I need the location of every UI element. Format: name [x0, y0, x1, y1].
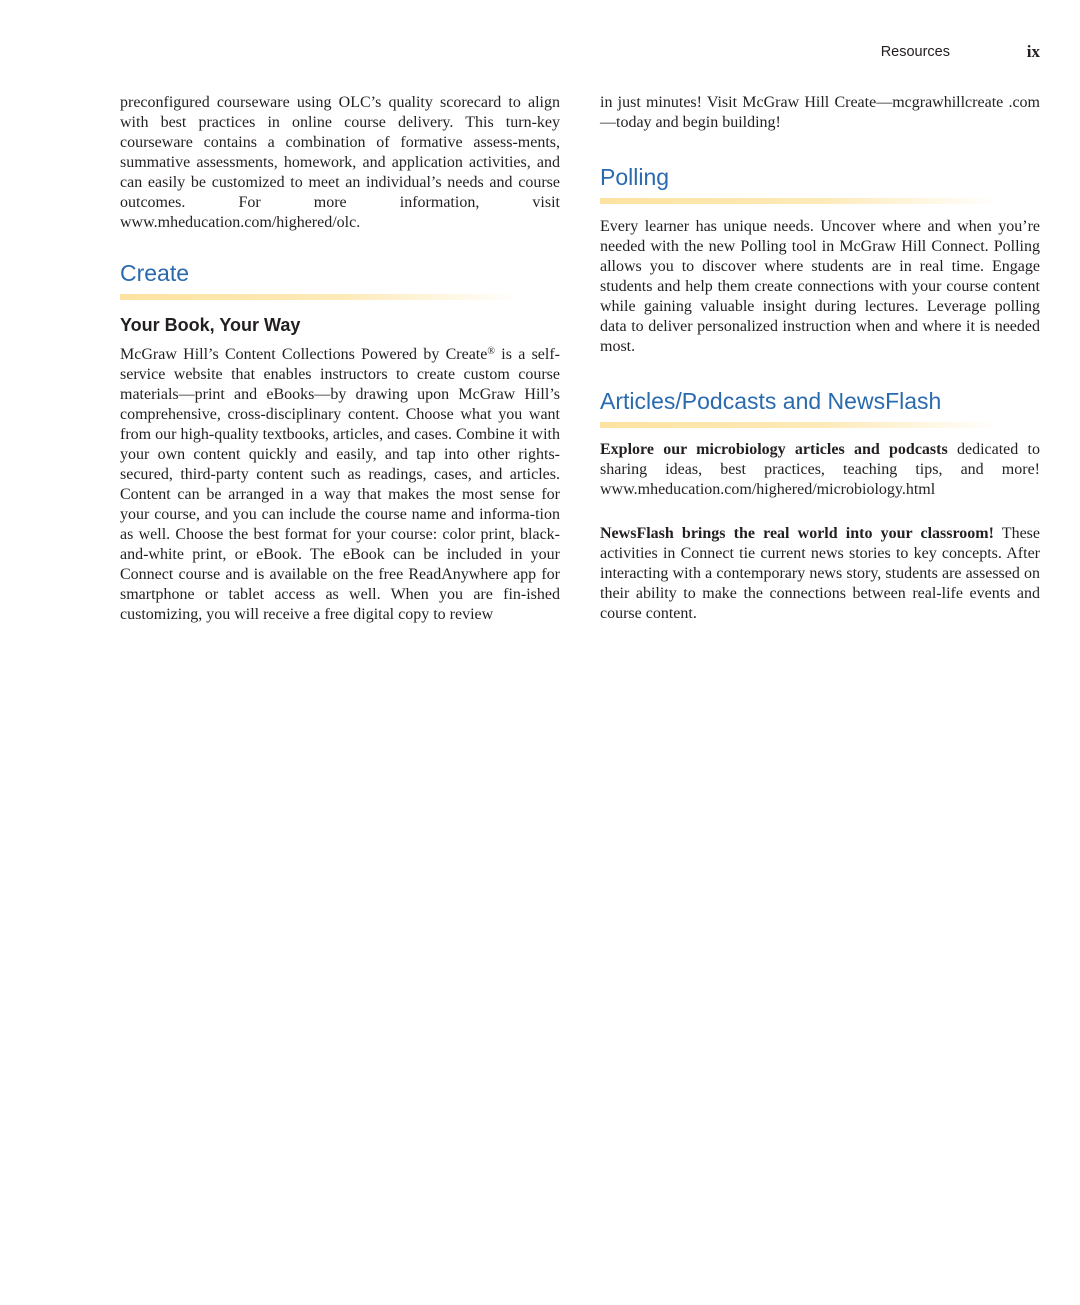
- create-heading-rule: [120, 294, 520, 300]
- create-paragraph-start: McGraw Hill’s Content Collections Powered by Create: [120, 346, 488, 363]
- left-column: [120, 93, 560, 625]
- articles-heading-rule: [600, 422, 1000, 428]
- articles-lead: Explore our microbiology articles and podcasts: [600, 441, 948, 458]
- running-head-section: Resources: [880, 44, 950, 60]
- running-head: [600, 43, 1040, 63]
- create-heading: Create: [120, 260, 190, 286]
- articles-paragraph: [600, 440, 1040, 500]
- polling-heading-rule: [600, 198, 1000, 204]
- right-column: [600, 93, 1040, 624]
- olc-continuation-paragraph: preconfigured courseware using OLC’s quality scorecard to align with best practices in online course delivery. This turn-key courseware contains a combination of formative assess-ments, summative assessments, homework, and application activities, and can easily be customized to meet an individual’s needs and course outcomes. For more information, visit www.mheducation.com/highered/olc.: [120, 94, 560, 231]
- create-continuation-paragraph: in just minutes! Visit McGraw Hill Create—mcgrawhillcreate .com—today and begin building!: [600, 94, 1040, 131]
- registered-mark: ®: [487, 346, 495, 357]
- polling-paragraph: Every learner has unique needs. Uncover where and when you’re needed with the new Polling tool in McGraw Hill Connect. Polling allows you to discover where students are in real time. Engage students and help them create connections with your course content while gaining valuable insight during lectures. Leverage polling data to deliver personalized instruction when and where it is needed most.: [600, 218, 1040, 355]
- articles-heading: Articles/Podcasts and NewsFlash: [600, 388, 942, 414]
- create-paragraph: [120, 345, 560, 625]
- newsflash-paragraph: [600, 524, 1040, 624]
- articles-text: dedicated to sharing ideas, best practices, teaching tips, and more! www.mheducation.com/highered/microbiology.html: [600, 441, 1041, 498]
- page-number: ix: [1026, 42, 1040, 61]
- your-book-subheading: Your Book, Your Way: [120, 315, 301, 335]
- create-paragraph-rest: is a self-service website that enables instructors to create custom course materials—print and eBooks—by drawing upon McGraw Hill’s comprehensive, cross-disciplinary content. Choose what you want from our high-quality textbooks, articles, and cases. Combine it with your own content quickly and easily, and tap into other rights-secured, third-party content such as readings, cases, and articles. Content can be arranged in a way that makes the most sense for your course, and you can include the course name and informa-tion as well. Choose the best format for your course: color print, black-and-white print, or eBook. The eBook can be included in your Connect course and is available on the free ReadAnywhere app for smartphone or tablet access as well. When you are fin-ished customizing, you will receive a free digital copy to review: [120, 346, 560, 623]
- newsflash-lead: NewsFlash brings the real world into your classroom!: [600, 525, 994, 542]
- newsflash-text: These activities in Connect tie current news stories to key concepts. After interacting with a contemporary news story, students are assessed on their ability to make the connections between real-life events and course content.: [600, 525, 1040, 622]
- polling-heading: Polling: [600, 164, 670, 190]
